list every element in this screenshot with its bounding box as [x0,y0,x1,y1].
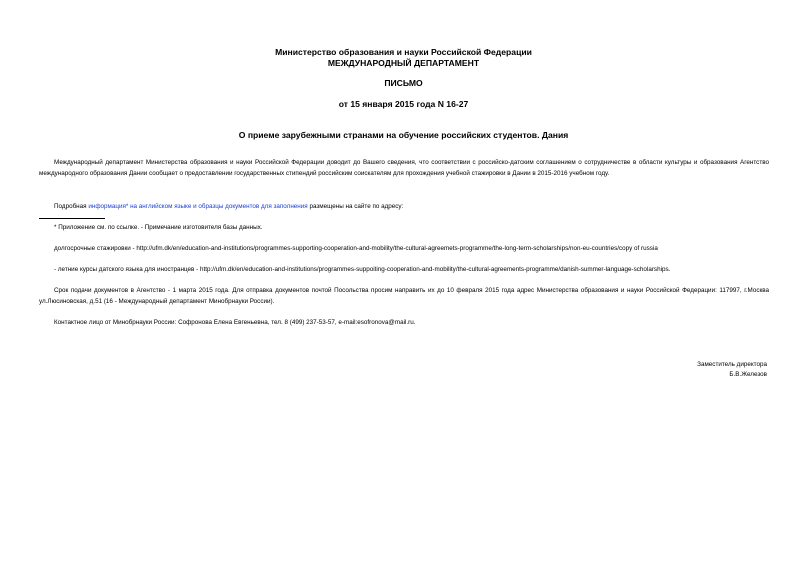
long-term-scholarships-link: долгосрочные стажировки - http://ufm.dk/en/education-and-institutions/programmes-supporting-cooperation-and-mobility/the-cultural-agreemets-programme/the-long-term-scholarships/non-eu-countries/copy of russia [54,245,658,252]
paragraph-details [39,202,769,213]
paragraph-deadline: Срок подачи документов в Агентство - 1 марта 2015 года. Для отправка документов почтой Посольства просим направить их до 10 февраля 2015 года адрес Министерства образования и науки Российской Федерации: 117997, г.Москва ул.Люсиновская, д.51 (16 - Международный департамент Минобрнауки России). [39,287,769,305]
document-type: ПИСЬМО [384,78,423,88]
ministry-name: Министерство образования и науки Российской Федерации [275,47,532,57]
summer-courses-link: - летние курсы датского языка для иностранцев - http://ufm.dk/en/education-and-institutions/programmes-suppoiting-cooperation-and-mobility/the-cultural-agreements-programme/danish-summer-language-scholarships. [54,266,671,273]
details-text-end: размещены на сайте по адресу: [309,203,404,210]
info-link[interactable]: информация* на английском языке и образцы документов для заполнения [88,203,308,210]
signature-position: Заместитель директора [697,361,767,368]
department-name: МЕЖДУНАРОДНЫЙ ДЕПАРТАМЕНТ [327,58,480,68]
footnote-divider [39,218,105,219]
footnote: * Приложение см. по ссылке. - Примечание изготовителя базы данных. [54,224,263,231]
signature-name: Б.В.Железов [729,371,767,378]
paragraph-intro: Международный департамент Министерства образования и науки Российской Федерации доводит до Вашего сведения, что соответствии с российско-датским соглашением о сотрудничестве в области культуры и образования Агентство международного образования Дании сообщает о предоставлении государственных стипендий российским соискателям для прохождения учебной стажировки в Дании в 2015-2016 учебном году. [39,159,769,177]
document-title: О приеме зарубежными странами на обучение российских студентов. Дания [238,130,569,140]
details-text-start: Подробная [54,203,87,210]
document-date-number: от 15 января 2015 года N 16-27 [338,99,469,109]
paragraph-contact: Контактное лицо от Минобрнауки России: Софронова Елена Евгеньевна, тел. 8 (499) 237-53-57, e-mail:esofronova@mail.ru. [54,319,416,326]
